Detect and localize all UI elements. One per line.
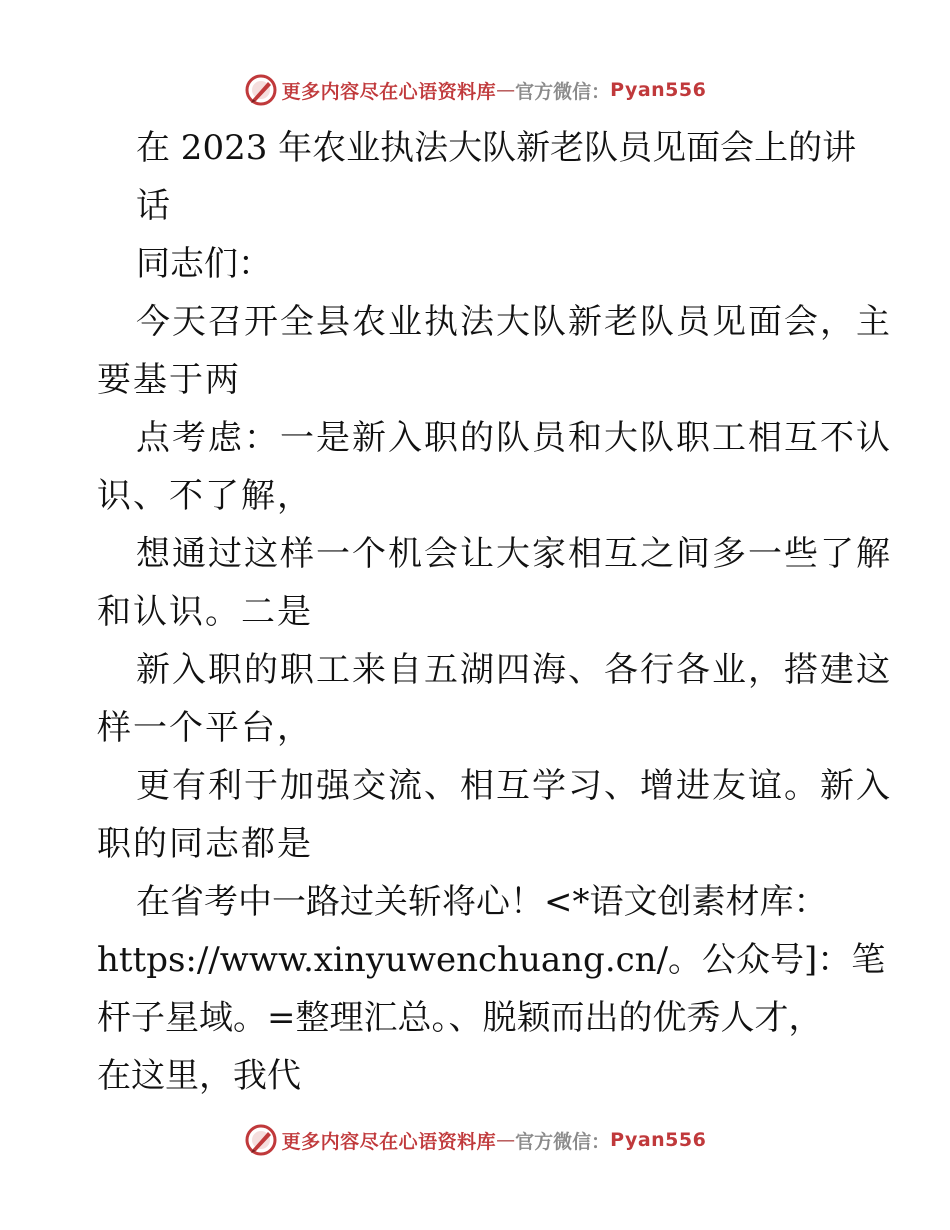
body-line: 想通过这样一个机会让大家相互之间多一些了解 [136, 534, 892, 574]
footer-watermark [0, 1120, 950, 1160]
body-line: 新入职的职工来自五湖四海、各行各业，搭建这 [136, 650, 892, 690]
watermark-wechat-label: 官方微信： [515, 80, 611, 103]
body-line: 点考虑：一是新入职的队员和大队职工相互不认 [136, 418, 892, 458]
title-line-2: 话 [136, 186, 170, 226]
body-line: 今天召开全县农业执法大队新老队员见面会，主 [136, 302, 892, 342]
body-line: 要基于两 [97, 360, 241, 400]
watermark-separator: — [496, 1129, 516, 1151]
pen-nib-logo-icon [244, 1123, 278, 1157]
watermark-wechat-id: Pyan556 [610, 79, 707, 101]
body-line: 识、不了解， [97, 476, 313, 516]
body-line: 和认识。二是 [97, 592, 313, 632]
body-line: 在省考中一路过关斩将心！<*语文创素材库： [136, 882, 828, 922]
body-line: 杆子星域。=整理汇总。、脱颖而出的优秀人才， [97, 998, 823, 1038]
body-line: 更有利于加强交流、相互学习、增进友谊。新入 [136, 766, 892, 806]
watermark-separator: — [496, 79, 516, 101]
header-watermark [0, 70, 950, 110]
salutation: 同志们： [136, 244, 272, 284]
body-line: 样一个平台， [97, 708, 313, 748]
watermark-site-text: 更多内容尽在心语资料库 [281, 1130, 497, 1153]
pen-nib-logo-icon [244, 73, 278, 107]
watermark-site-text: 更多内容尽在心语资料库 [281, 80, 497, 103]
body-line: 在这里，我代 [97, 1056, 301, 1096]
title-line-1: 在 2023 年农业执法大队新老队员见面会上的讲 [136, 128, 857, 168]
watermark-wechat-id: Pyan556 [610, 1129, 707, 1151]
body-line-url: https://www.xinyuwenchuang.cn/。公众号]：笔 [97, 940, 886, 980]
body-line: 职的同志都是 [97, 824, 313, 864]
watermark-wechat-label: 官方微信： [515, 1130, 611, 1153]
